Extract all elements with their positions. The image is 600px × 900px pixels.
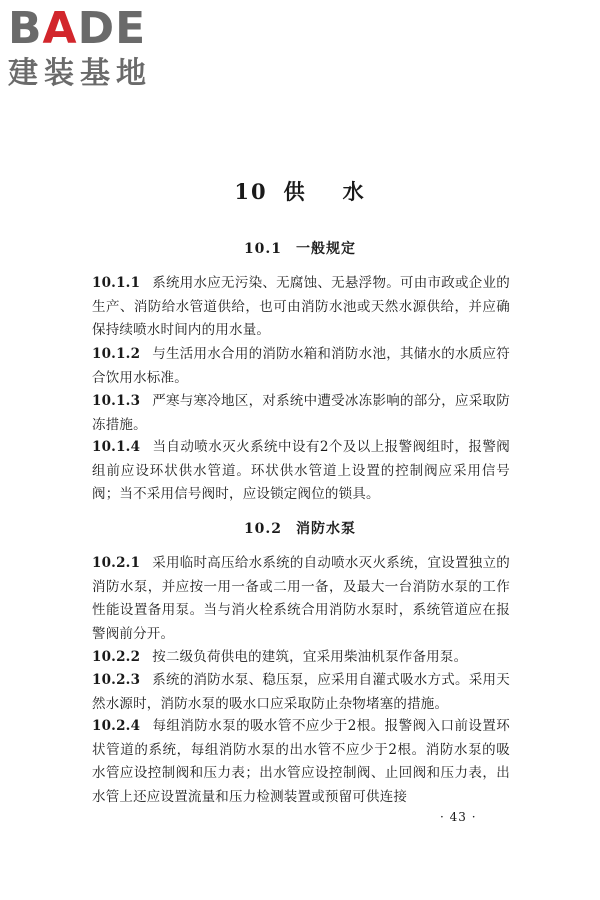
- clause-number: 10.1.2: [92, 346, 141, 362]
- watermark-brand: BADE: [8, 3, 147, 54]
- clause-text: 采用临时高压给水系统的自动喷水灭火系统，宜设置独立的消防水泵，并应按一用一备或二用一备，及最大一台消防水泵的工作性能设置备用泵。当与消火栓系统合用消防水泵时，系统管道应在报警阀前分开。: [92, 555, 510, 642]
- clause: [92, 436, 510, 507]
- clause-text: 严寒与寒冷地区，对系统中遭受冰冻影响的部分，应采取防冻措施。: [92, 393, 510, 433]
- clause-text: 系统用水应无污染、无腐蚀、无悬浮物。可由市政或企业的生产、消防给水管道供给，也可由消防水池或天然水源供给，并应确保持续喷水时间内的用水量。: [92, 275, 510, 338]
- clause-number: 10.1.3: [92, 393, 141, 409]
- clause-text: 与生活用水合用的消防水箱和消防水池，其储水的水质应符合饮用水标准。: [92, 346, 510, 386]
- page-number: · 43 ·: [440, 810, 477, 824]
- clause: [92, 343, 510, 390]
- clause: [92, 715, 510, 809]
- section-heading: [0, 518, 600, 538]
- clause: [92, 646, 510, 670]
- chapter-title-char-2: 水: [342, 179, 366, 204]
- clause-text: 每组消防水泵的吸水管不应少于2根。报警阀入口前设置环状管道的系统，每组消防水泵的出水管不应少于2根。消防水泵的吸水管应设控制阀和压力表；出水管应设控制阀、止回阀和压力表，出水管上还应设置流量和压力检测装置或预留可供连接: [92, 718, 510, 805]
- watermark-subtitle: 建装基地: [8, 56, 152, 91]
- section-number: 10.2: [243, 521, 283, 537]
- chapter-title-char-1: 供: [283, 179, 307, 204]
- clause-text: 系统的消防水泵、稳压泵，应采用自灌式吸水方式。采用天然水源时，消防水泵的吸水口应采取防止杂物堵塞的措施。: [92, 672, 510, 712]
- section-title: 一般规定: [296, 241, 357, 257]
- clause-number: 10.1.1: [92, 275, 141, 291]
- clause-number: 10.2.1: [92, 555, 141, 571]
- section-heading: [0, 238, 600, 258]
- bade-watermark-logo: [8, 4, 183, 92]
- clause: [92, 390, 510, 437]
- clause-text: 当自动喷水灭火系统中设有2个及以上报警阀组时，报警阀组前应设环状供水管道。环状供水管道上设置的控制阀应采用信号阀；当不采用信号阀时，应设锁定阀位的锁具。: [92, 439, 510, 502]
- chapter-title: [0, 176, 600, 206]
- clause-number: 10.2.4: [92, 718, 141, 734]
- section-title: 消防水泵: [296, 521, 357, 537]
- clause: [92, 552, 510, 646]
- clause-number: 10.2.3: [92, 672, 141, 688]
- watermark-brand-accent-letter: A: [42, 3, 78, 54]
- clause: [92, 669, 510, 716]
- clause-text: 按二级负荷供电的建筑，宜采用柴油机泵作备用泵。: [152, 649, 468, 665]
- clause-number: 10.1.4: [92, 439, 141, 455]
- clause: [92, 272, 510, 343]
- clause-number: 10.2.2: [92, 649, 141, 665]
- section-number: 10.1: [243, 241, 283, 257]
- chapter-number: 10: [234, 179, 268, 204]
